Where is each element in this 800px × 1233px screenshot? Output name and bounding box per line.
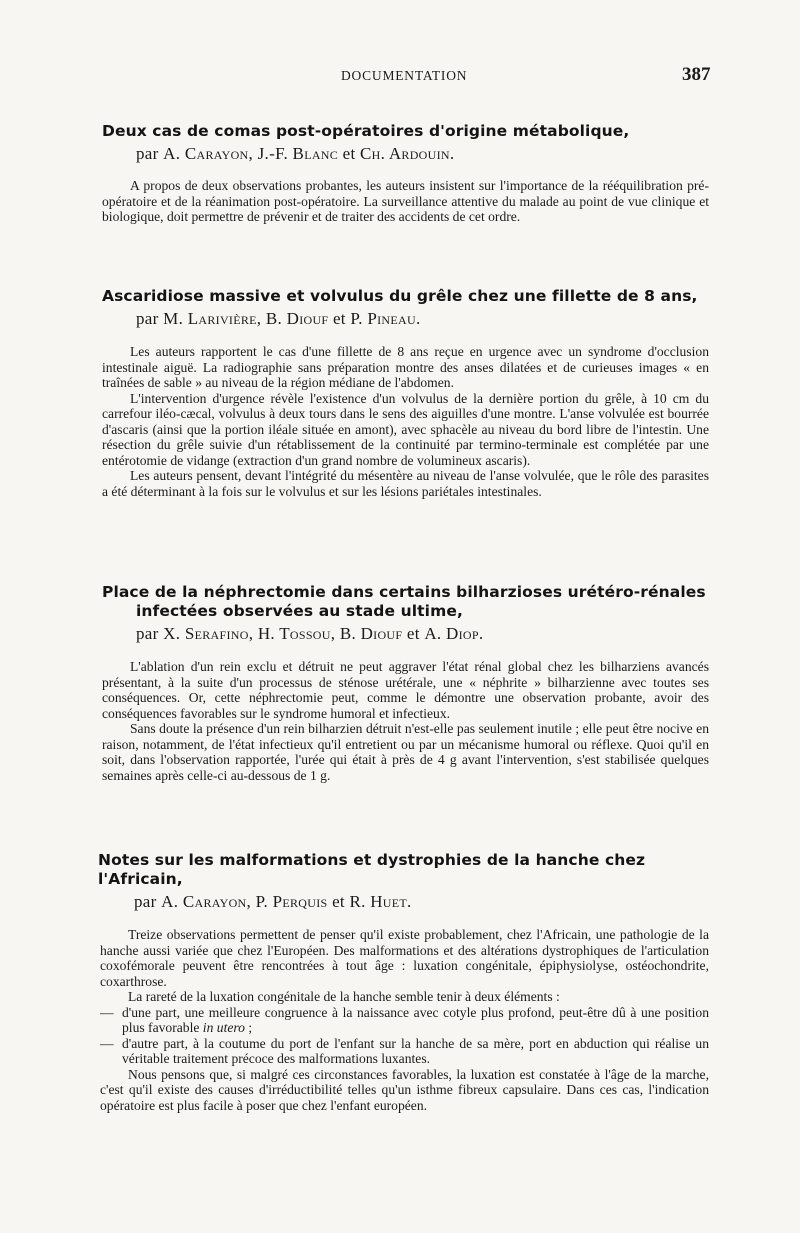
paragraph: L'ablation d'un rein exclu et détruit ne peut aggraver l'état rénal global chez les bilharziens avancés présentant, à la suite d'un processus de sténose urétérale, une « néphrite » bilharzienne avec toutes ses conséquences. Or, cette néphrectomie peut, comme le démontre une observation probante, avoir des conséquences favorables sur le syndrome humoral et infectieux. [102,659,709,721]
paragraph: Nous pensons que, si malgré ces circonstances favorables, la luxation est constatée à l'âge de la marche, c'est qu'il existe des causes d'irréductibilité telles qu'un isthme fibreux capsulaire. Dans ces cas, l'indication opératoire est plus facile à poser que chez l'enfant européen. [100,1066,709,1113]
article-4 [0,851,800,1113]
list-item [100,1036,709,1067]
list-dash: — [100,1004,114,1020]
paragraph: A propos de deux observations probantes, les auteurs insistent sur l'importance de la rééquilibration pré-opératoire et de la réanimation post-opératoire. La surveillance attentive du malade au point de vue clinique et biologique, doit permettre de prévenir et de traiter des accidents de cet ordre. [102,178,709,224]
author: M. Larivière [163,309,257,328]
byline-prefix: par [136,624,159,643]
article-byline: par X. Serafino, H. Tossou, B. Diouf et A. Diop. [136,624,484,643]
article-1 [0,122,800,225]
list-item-text: d'autre part, à la coutume du port de l'enfant sur la hanche de sa mère, port en abduction qui réalise un véritable traitement précoce des malformations luxantes. [122,1035,709,1066]
running-title: DOCUMENTATION [341,68,468,83]
page-number: 387 [682,64,711,85]
article-3 [0,583,800,783]
author: J.-F. Blanc [257,144,339,163]
author: A. Carayon [161,892,247,911]
byline-prefix: par [134,892,157,911]
author: R. Huet [349,892,408,911]
list-item-emphasis: in utero [202,1020,245,1035]
author: X. Serafino [163,624,249,643]
author: A. Carayon [163,144,249,163]
author: B. Diouf [265,309,329,328]
article-body [102,659,709,783]
article-body [100,927,709,1113]
article-title [102,583,714,621]
article-title: Ascaridiose massive et volvulus du grêle chez une fillette de 8 ans, [102,287,698,305]
article-title-text: Place de la néphrectomie dans certains bilharzioses urétéro-rénales infectées observées au stade ultime, [102,583,706,620]
article-title: Notes sur les malformations et dystrophies de la hanche chez l'Africain, [98,851,646,888]
article-byline: par M. Larivière, B. Diouf et P. Pineau. [136,309,421,328]
paragraph: Les auteurs rapportent le cas d'une fillette de 8 ans reçue en urgence avec un syndrome d'occlusion intestinale aiguë. La radiographie sans préparation montre des anses dilatées et de curieuses images « en traînées de sable » au niveau de la région médiane de l'abdomen. [102,344,709,390]
paragraph: Sans doute la présence d'un rein bilharzien détruit n'est-elle pas seulement inutile ; elle peut être nocive en raison, notamment, de l'état infectieux qu'il entretient ou par un mécanisme humoral ou réflexe. Quoi qu'il en soit, dans l'observation rapportée, l'urée qui était à près de 4 g avant l'intervention, s'est stabilisée quelques semaines après celle-ci au-dessous de 1 g. [102,721,709,783]
article-byline: par A. Carayon, P. Perquis et R. Huet. [134,892,412,911]
article-2 [0,287,800,499]
list-item [100,1005,709,1036]
article-byline: par A. Carayon, J.-F. Blanc et Ch. Ardouin. [136,144,455,163]
article-body [102,178,709,225]
list-item-tail: ; [244,1020,253,1035]
paragraph: Les auteurs pensent, devant l'intégrité du mésentère au niveau de l'anse volvulée, que le rôle des parasites a été déterminant à la fois sur le volvulus et sur les lésions pariétales intestinales. [102,468,709,499]
author: P. Pineau [350,309,416,328]
article-title: Deux cas de comas post-opératoires d'origine métabolique, [102,122,630,140]
byline-prefix: par [136,144,159,163]
article-body [102,344,709,499]
paragraph: Treize observations permettent de penser qu'il existe probablement, chez l'Africain, une pathologie de la hanche aussi variée que chez l'Européen. Des malformations et des altérations dystrophiques de l'articulation coxofémorale peuvent être rencontrées à tout âge : luxation congénitale, épiphysiolyse, ostéochondrite, coxarthrose. [100,927,709,989]
author: A. Diop [424,624,479,643]
author: Ch. Ardouin [360,144,450,163]
paragraph: L'intervention d'urgence révèle l'existence d'un volvulus de la dernière portion du grêle, à 10 cm du carrefour iléo-cæcal, volvulus à deux tours dans le sens des aiguilles d'une montre. L'anse volvulée est bourrée d'ascaris (ainsi que la portion iléale située en amont), avec sphacèle au niveau du bord libre de l'intestin. Une résection du grêle suivie d'un rétablissement de la continuité par termino-terminale est complétée par une entérotomie de vidange (extraction d'un grand nombre de volumineux ascaris). [102,390,709,468]
author: P. Perquis [255,892,328,911]
author: B. Diouf [339,624,403,643]
list-item-text: d'une part, une meilleure congruence à la naissance avec cotyle plus profond, peut-être dû à une position plus favorable [122,1004,709,1035]
byline-prefix: par [136,309,159,328]
running-header [0,64,800,90]
list-dash: — [100,1035,114,1051]
paragraph: La rareté de la luxation congénitale de la hanche semble tenir à deux éléments : [128,989,560,1004]
author: H. Tossou [257,624,331,643]
